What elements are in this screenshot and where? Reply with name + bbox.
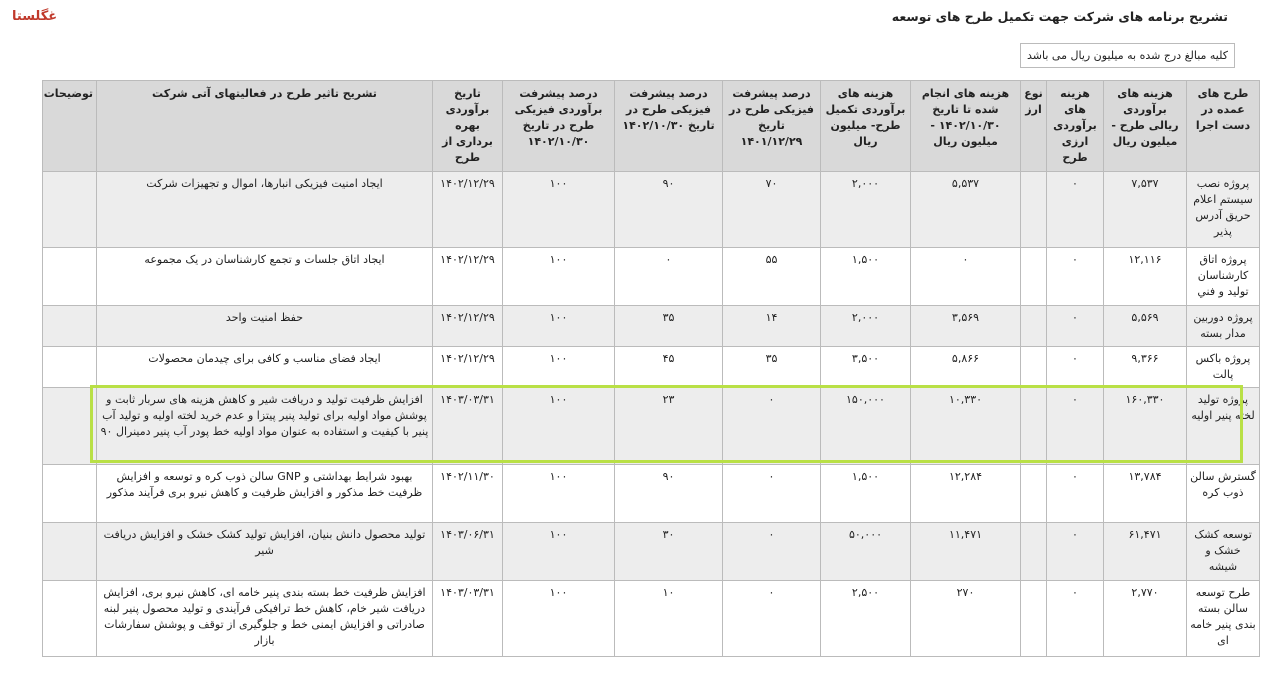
cell-fx-cost: ۰ xyxy=(1047,248,1104,306)
cell-progress-1401: ۰ xyxy=(723,465,821,523)
cell-progress-1401: ۰ xyxy=(723,388,821,465)
header-spent: هزینه های انجام شده تا تاریخ ۱۴۰۲/۱۰/۳۰ - میلیون ریال xyxy=(911,81,1021,172)
table-row xyxy=(43,581,1260,657)
cell-rial-cost: ۲,۷۷۰ xyxy=(1104,581,1187,657)
header-currency: نوع ارز xyxy=(1021,81,1047,172)
cell-rial-cost: ۷,۵۳۷ xyxy=(1104,172,1187,248)
cell-progress-1402: ۹۰ xyxy=(615,465,723,523)
cell-impact: بهبود شرایط بهداشتی و GNP سالن ذوب کره و توسعه و افزایش ظرفیت خط مذکور و افزایش ظرفیت و کاهش نیرو بری فرآیند مذکور xyxy=(97,465,433,523)
cell-project: پروژه تولید لخته پنیر اولیه xyxy=(1187,388,1260,465)
cell-spent: ۵,۸۶۶ xyxy=(911,347,1021,388)
cell-fx-cost: ۰ xyxy=(1047,306,1104,347)
cell-impact: حفظ امنیت واحد xyxy=(97,306,433,347)
table-header-row xyxy=(43,81,1260,172)
cell-fx-cost: ۰ xyxy=(1047,347,1104,388)
table-row xyxy=(43,465,1260,523)
cell-currency xyxy=(1021,523,1047,581)
cell-impact: ایجاد اتاق جلسات و تجمع کارشناسان در یک مجموعه xyxy=(97,248,433,306)
cell-progress-1401: ۰ xyxy=(723,581,821,657)
header-date: تاریخ برآوردی بهره برداری از طرح xyxy=(433,81,503,172)
cell-date: ۱۴۰۲/۱۲/۲۹ xyxy=(433,172,503,248)
cell-progress-1401: ۱۴ xyxy=(723,306,821,347)
projects-table xyxy=(42,80,1260,657)
cell-remaining: ۲,۵۰۰ xyxy=(821,581,911,657)
cell-project: پروژه اتاق کارشناسان تولید و فني xyxy=(1187,248,1260,306)
cell-date: ۱۴۰۲/۱۲/۲۹ xyxy=(433,306,503,347)
cell-progress-1402: ۲۳ xyxy=(615,388,723,465)
cell-progress-est: ۱۰۰ xyxy=(503,347,615,388)
header-progress-est: درصد پیشرفت برآوردی فیزیکی طرح در تاریخ ۱۴۰۲/۱۰/۳۰ xyxy=(503,81,615,172)
cell-impact: افزایش ظرفیت خط بسته بندی پنیر خامه ای، کاهش نیرو بری، افزایش دریافت شیر خام، کاهش خط ترافیکی فرآیندی و تولید محصول پنیر لبنه صادراتی و افزایش ایمنی خط و جلوگیری از توقف و پوشش سفارشات بازار xyxy=(97,581,433,657)
cell-spent: ۲۷۰ xyxy=(911,581,1021,657)
cell-date: ۱۴۰۳/۰۳/۳۱ xyxy=(433,581,503,657)
cell-currency xyxy=(1021,248,1047,306)
cell-date: ۱۴۰۳/۰۳/۳۱ xyxy=(433,388,503,465)
cell-remaining: ۱,۵۰۰ xyxy=(821,465,911,523)
cell-date: ۱۴۰۲/۱۱/۳۰ xyxy=(433,465,503,523)
header-rial-cost: هزینه های برآوردی ریالی طرح - میلیون ریال xyxy=(1104,81,1187,172)
cell-notes xyxy=(43,523,97,581)
cell-progress-est: ۱۰۰ xyxy=(503,306,615,347)
cell-fx-cost: ۰ xyxy=(1047,581,1104,657)
cell-notes xyxy=(43,388,97,465)
cell-progress-est: ۱۰۰ xyxy=(503,172,615,248)
table-body xyxy=(43,172,1260,657)
cell-rial-cost: ۱۲,۱۱۶ xyxy=(1104,248,1187,306)
cell-project: پروژه باکس پالت xyxy=(1187,347,1260,388)
cell-notes xyxy=(43,465,97,523)
cell-spent: ۰ xyxy=(911,248,1021,306)
cell-project: گسترش سالن ذوب کره xyxy=(1187,465,1260,523)
cell-rial-cost: ۱۳,۷۸۴ xyxy=(1104,465,1187,523)
header-project: طرح های عمده در دست اجرا xyxy=(1187,81,1260,172)
table-row xyxy=(43,306,1260,347)
cell-spent: ۱۰,۳۳۰ xyxy=(911,388,1021,465)
cell-notes xyxy=(43,172,97,248)
cell-impact: افزایش ظرفیت تولید و دریافت شیر و کاهش هزینه های سربار ثابت و پوشش مواد اولیه برای تولید پنیر پیتزا و عدم خرید لخته اولیه و تولید آب پنیر با کیفیت و استفاده به عنوان مواد اولیه خط پودر آب پنیر دمینرال ۹۰ xyxy=(97,388,433,465)
cell-fx-cost: ۰ xyxy=(1047,172,1104,248)
table-row xyxy=(43,172,1260,248)
cell-progress-1402: ۴۵ xyxy=(615,347,723,388)
header-progress-1401: درصد پیشرفت فیزیکی طرح در تاریخ ۱۴۰۱/۱۲/۲۹ xyxy=(723,81,821,172)
cell-rial-cost: ۱۶۰,۳۳۰ xyxy=(1104,388,1187,465)
cell-date: ۱۴۰۲/۱۲/۲۹ xyxy=(433,347,503,388)
header-impact: تشریح تاثیر طرح در فعالیتهای آتی شرکت xyxy=(97,81,433,172)
cell-spent: ۵,۵۳۷ xyxy=(911,172,1021,248)
cell-progress-1402: ۳۰ xyxy=(615,523,723,581)
cell-remaining: ۵۰,۰۰۰ xyxy=(821,523,911,581)
cell-impact: ایجاد فضای مناسب و کافی برای چیدمان محصولات xyxy=(97,347,433,388)
cell-date: ۱۴۰۳/۰۶/۳۱ xyxy=(433,523,503,581)
cell-progress-1402: ۳۵ xyxy=(615,306,723,347)
cell-notes xyxy=(43,306,97,347)
cell-fx-cost: ۰ xyxy=(1047,523,1104,581)
cell-currency xyxy=(1021,465,1047,523)
cell-fx-cost: ۰ xyxy=(1047,388,1104,465)
cell-progress-1401: ۷۰ xyxy=(723,172,821,248)
watermark-logo: غگلستا xyxy=(12,9,58,24)
cell-remaining: ۱,۵۰۰ xyxy=(821,248,911,306)
cell-currency xyxy=(1021,581,1047,657)
cell-impact: تولید محصول دانش بنیان، افزایش تولید کشک خشک و افزایش دریافت شیر xyxy=(97,523,433,581)
cell-remaining: ۲,۰۰۰ xyxy=(821,306,911,347)
header-fx-cost: هزینه های برآوردی ارزی طرح xyxy=(1047,81,1104,172)
cell-progress-1402: ۹۰ xyxy=(615,172,723,248)
cell-remaining: ۲,۰۰۰ xyxy=(821,172,911,248)
cell-project: توسعه کشک خشک و شیشه xyxy=(1187,523,1260,581)
cell-progress-1401: ۰ xyxy=(723,523,821,581)
currency-note: کلیه مبالغ درج شده به میلیون ریال می باشد xyxy=(1020,43,1235,68)
cell-progress-est: ۱۰۰ xyxy=(503,581,615,657)
cell-remaining: ۱۵۰,۰۰۰ xyxy=(821,388,911,465)
cell-rial-cost: ۹,۳۶۶ xyxy=(1104,347,1187,388)
cell-progress-1402: ۱۰ xyxy=(615,581,723,657)
cell-fx-cost: ۰ xyxy=(1047,465,1104,523)
cell-progress-est: ۱۰۰ xyxy=(503,248,615,306)
cell-progress-est: ۱۰۰ xyxy=(503,388,615,465)
cell-currency xyxy=(1021,388,1047,465)
table-row xyxy=(43,523,1260,581)
cell-progress-1401: ۳۵ xyxy=(723,347,821,388)
cell-project: پروژه دوربین مدار بسته xyxy=(1187,306,1260,347)
cell-progress-est: ۱۰۰ xyxy=(503,523,615,581)
cell-currency xyxy=(1021,172,1047,248)
cell-spent: ۱۱,۴۷۱ xyxy=(911,523,1021,581)
cell-progress-1401: ۵۵ xyxy=(723,248,821,306)
cell-rial-cost: ۶۱,۴۷۱ xyxy=(1104,523,1187,581)
cell-project: پروژه نصب سیستم اعلام حریق آدرس پذیر xyxy=(1187,172,1260,248)
cell-progress-1402: ۰ xyxy=(615,248,723,306)
cell-notes xyxy=(43,248,97,306)
cell-project: طرح توسعه سالن بسته بندی پنیر خامه ای xyxy=(1187,581,1260,657)
cell-notes xyxy=(43,581,97,657)
cell-notes xyxy=(43,347,97,388)
cell-spent: ۱۲,۲۸۴ xyxy=(911,465,1021,523)
cell-rial-cost: ۵,۵۶۹ xyxy=(1104,306,1187,347)
header-progress-1402: درصد پیشرفت فیزیکی طرح در تاریخ ۱۴۰۲/۱۰/۳۰ xyxy=(615,81,723,172)
cell-progress-est: ۱۰۰ xyxy=(503,465,615,523)
cell-currency xyxy=(1021,306,1047,347)
cell-impact: ایجاد امنیت فیزیکی انبارها، اموال و تجهیزات شرکت xyxy=(97,172,433,248)
header-remaining: هزینه های برآوردی تکمیل طرح- میلیون ریال xyxy=(821,81,911,172)
cell-spent: ۳,۵۶۹ xyxy=(911,306,1021,347)
header-notes: توضیحات xyxy=(43,81,97,172)
table-row xyxy=(43,347,1260,388)
page-title: تشریح برنامه های شرکت جهت تکمیل طرح های توسعه xyxy=(891,9,1228,24)
cell-remaining: ۳,۵۰۰ xyxy=(821,347,911,388)
table-row xyxy=(43,388,1260,465)
cell-date: ۱۴۰۲/۱۲/۲۹ xyxy=(433,248,503,306)
table-row xyxy=(43,248,1260,306)
cell-currency xyxy=(1021,347,1047,388)
